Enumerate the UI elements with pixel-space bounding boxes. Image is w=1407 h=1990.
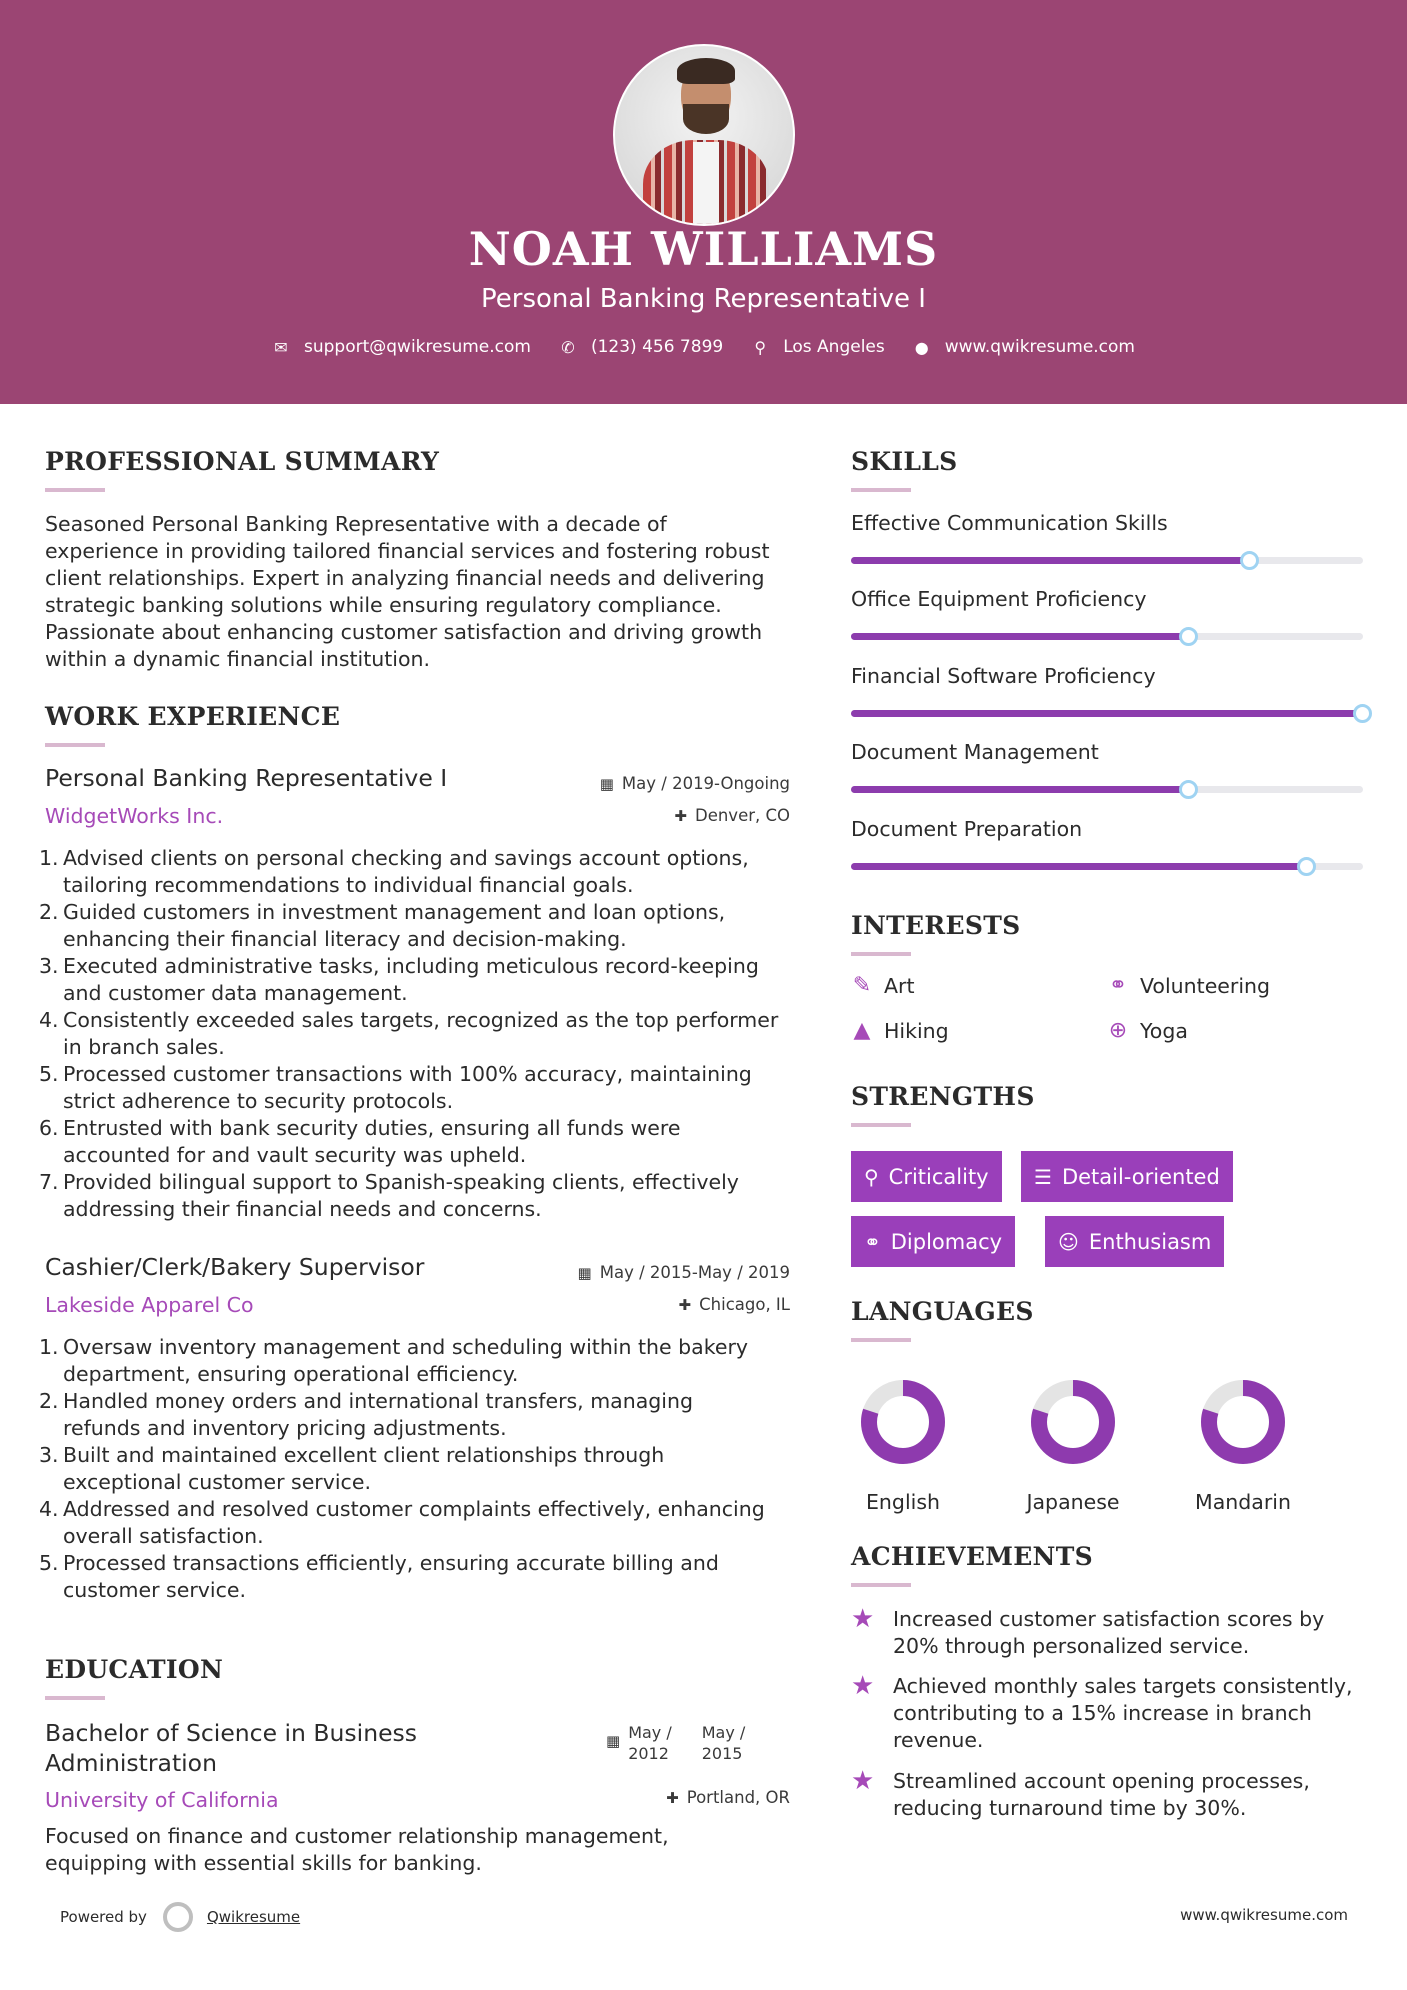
pushpin-icon: ✚ bbox=[666, 1788, 679, 1807]
job-title: Cashier/Clerk/Bakery Supervisor bbox=[45, 1253, 425, 1281]
skill-level-knob bbox=[1353, 704, 1372, 723]
language-label: English bbox=[865, 1490, 941, 1514]
list-item: 5. Processed customer transactions with 100% accuracy, maintaining strict adherence to security protocols. bbox=[39, 1062, 752, 1113]
skill-level-knob bbox=[1179, 780, 1198, 799]
pushpin-icon: ✚ bbox=[674, 806, 687, 825]
list-item: 3. Executed administrative tasks, including meticulous record-keeping and customer data management. bbox=[39, 954, 759, 1005]
language-item bbox=[1013, 1372, 1133, 1514]
pushpin-icon: ✚ bbox=[678, 1295, 692, 1314]
list-item: 3. Built and maintained excellent client relationships through exceptional customer service. bbox=[39, 1443, 665, 1494]
handshake-icon: ⚭ bbox=[864, 1229, 881, 1254]
strengths-heading: STRENGTHS bbox=[851, 1082, 1035, 1111]
qwikresume-logo-icon bbox=[163, 1902, 193, 1932]
footer-powered-by: Powered by Qwikresume bbox=[60, 1902, 300, 1932]
calendar-icon: ▦ bbox=[577, 1263, 592, 1282]
skill-level-knob bbox=[1297, 857, 1316, 876]
skill-bar bbox=[851, 557, 1363, 564]
candidate-role: Personal Banking Representative I bbox=[481, 284, 926, 314]
education-heading-underline bbox=[45, 1696, 105, 1700]
interest-art: ✎ Art bbox=[848, 973, 915, 998]
language-label: Mandarin bbox=[1195, 1490, 1291, 1514]
interests-heading-underline bbox=[851, 952, 911, 956]
list-item: 1. Oversaw inventory management and scheduling within the bakery department, ensuring operational efficiency. bbox=[39, 1335, 749, 1386]
list-item: 2. Handled money orders and international transfers, managing refunds and inventory pricing adjustments. bbox=[39, 1389, 694, 1440]
skill-label: Office Equipment Proficiency bbox=[851, 587, 1147, 611]
list-item: 4. Addressed and resolved customer complaints effectively, enhancing overall satisfaction. bbox=[39, 1497, 765, 1548]
strength-tag-diplomacy: ⚭ Diplomacy bbox=[851, 1216, 1015, 1267]
degree-title: Bachelor of Science in Business Administration bbox=[45, 1719, 418, 1777]
interest-yoga: ⊕ Yoga bbox=[1104, 1018, 1188, 1043]
interest-volunteering: ⚭ Volunteering bbox=[1104, 973, 1270, 998]
education-description: Focused on finance and customer relationship management, equipping with essential skills for banking. bbox=[45, 1824, 669, 1875]
globe-icon: ● bbox=[914, 337, 929, 357]
list-item: 2. Guided customers in investment management and loan options, enhancing their financial literacy and decision-making. bbox=[39, 900, 726, 951]
list-item: 6. Entrusted with bank security duties, ensuring all funds were accounted for and vault security was upheld. bbox=[39, 1116, 681, 1167]
achievements-heading: ACHIEVEMENTS bbox=[851, 1542, 1093, 1571]
achievement-item: ★ Increased customer satisfaction scores by 20% through personalized service. bbox=[851, 1604, 1325, 1658]
star-icon: ★ bbox=[851, 1766, 875, 1796]
education-heading: EDUCATION bbox=[45, 1655, 224, 1684]
job-location: ✚ Denver, CO bbox=[674, 806, 790, 825]
language-level-donut bbox=[1023, 1372, 1123, 1472]
contact-location: ⚲ Los Angeles bbox=[751, 337, 885, 357]
skill-bar bbox=[851, 786, 1363, 793]
skill-bar-fill bbox=[851, 786, 1189, 793]
language-label: Japanese bbox=[1026, 1490, 1120, 1514]
calendar-icon: ▦ bbox=[599, 774, 614, 793]
phone-icon: ✆ bbox=[561, 337, 575, 357]
contact-bar bbox=[0, 337, 1407, 357]
list-item: 5. Processed transactions efficiently, ensuring accurate billing and customer service. bbox=[39, 1551, 719, 1602]
job-title: Personal Banking Representative I bbox=[45, 764, 448, 792]
achievements-heading-underline bbox=[851, 1583, 911, 1587]
paintbrush-icon: ✎ bbox=[852, 973, 872, 998]
strengths-heading-underline bbox=[851, 1123, 911, 1127]
skill-bar-fill bbox=[851, 710, 1363, 717]
skill-level-knob bbox=[1240, 551, 1259, 570]
calendar-icon: ▦ bbox=[606, 1732, 621, 1750]
achievement-item: ★ Achieved monthly sales targets consistently, contributing to a 15% increase in branch revenue. bbox=[851, 1671, 1353, 1752]
company-name: WidgetWorks Inc. bbox=[45, 804, 224, 828]
contact-phone[interactable]: ✆ (123) 456 7899 bbox=[559, 337, 723, 357]
handshake-icon: ⚭ bbox=[1108, 973, 1128, 998]
school-name: University of California bbox=[45, 1788, 279, 1812]
strength-tag-criticality: ⚲ Criticality bbox=[851, 1151, 1002, 1202]
experience-heading: WORK EXPERIENCE bbox=[45, 702, 341, 731]
profile-photo bbox=[613, 44, 795, 226]
skill-label: Document Management bbox=[851, 740, 1099, 764]
skill-bar-fill bbox=[851, 863, 1307, 870]
language-level-donut bbox=[853, 1372, 953, 1472]
contact-email[interactable]: ✉ support@qwikresume.com bbox=[272, 337, 531, 357]
smile-icon: ☺ bbox=[1058, 1229, 1079, 1254]
candidate-name: NOAH WILLIAMS bbox=[468, 222, 939, 276]
list-item: 1. Advised clients on personal checking and savings account options, tailoring recommendations to individual financial goals. bbox=[39, 846, 749, 897]
skills-heading-underline bbox=[851, 488, 911, 492]
interests-heading: INTERESTS bbox=[851, 911, 1021, 940]
skills-heading: SKILLS bbox=[851, 447, 958, 476]
skill-bar-fill bbox=[851, 557, 1250, 564]
summary-heading-underline bbox=[45, 488, 105, 492]
lifebuoy-icon: ⊕ bbox=[1108, 1018, 1128, 1043]
job-date: ▦ May / 2015-May / 2019 bbox=[577, 1263, 790, 1282]
skill-level-knob bbox=[1179, 627, 1198, 646]
summary-text: Seasoned Personal Banking Representative with a decade of experience in providing tailored financial services and fostering robust client relationships. Expert in analyzing financial needs and delivering strategic banking solutions while ensuring regulatory compliance. Passionate about enhancing customer satisfaction and driving growth within a dynamic financial institution. bbox=[45, 512, 770, 671]
list-item: 7. Provided bilingual support to Spanish-speaking clients, effectively addressing their financial needs and concerns. bbox=[39, 1170, 739, 1221]
tree-icon: ▲ bbox=[853, 1018, 871, 1043]
skill-bar-fill bbox=[851, 633, 1189, 640]
list-item: 4. Consistently exceeded sales targets, recognized as the top performer in branch sales. bbox=[39, 1008, 779, 1059]
language-level-donut bbox=[1193, 1372, 1293, 1472]
languages-heading-underline bbox=[851, 1338, 911, 1342]
job-date: ▦ May / 2019-Ongoing bbox=[599, 774, 790, 793]
header-banner bbox=[0, 0, 1407, 404]
strength-tag-detail-oriented: ☰ Detail-oriented bbox=[1021, 1151, 1233, 1202]
summary-heading: PROFESSIONAL SUMMARY bbox=[45, 447, 440, 476]
job-duties-list bbox=[39, 1334, 815, 1604]
experience-heading-underline bbox=[45, 743, 105, 747]
strength-tag-enthusiasm: ☺ Enthusiasm bbox=[1045, 1216, 1224, 1267]
footer-website[interactable]: www.qwikresume.com bbox=[1180, 1906, 1348, 1924]
skill-bar bbox=[851, 710, 1363, 717]
education-dates: ▦ May / 2012 May / 2015 bbox=[606, 1723, 746, 1763]
qwikresume-link[interactable]: Qwikresume bbox=[206, 1908, 301, 1926]
company-name: Lakeside Apparel Co bbox=[45, 1293, 254, 1317]
skill-label: Document Preparation bbox=[851, 817, 1083, 841]
achievement-item: ★ Streamlined account opening processes, reducing turnaround time by 30%. bbox=[851, 1766, 1310, 1820]
location-pin-icon: ⚲ bbox=[754, 337, 767, 357]
languages-heading: LANGUAGES bbox=[851, 1297, 1034, 1326]
contact-website[interactable]: ● www.qwikresume.com bbox=[913, 337, 1135, 357]
skill-label: Effective Communication Skills bbox=[851, 511, 1168, 535]
list-icon: ☰ bbox=[1034, 1164, 1052, 1189]
education-location: ✚ Portland, OR bbox=[666, 1788, 790, 1807]
language-item bbox=[1183, 1372, 1303, 1514]
skill-bar bbox=[851, 863, 1363, 870]
star-icon: ★ bbox=[851, 1604, 875, 1634]
skill-bar bbox=[851, 633, 1363, 640]
skill-label: Financial Software Proficiency bbox=[851, 664, 1156, 688]
search-icon: ⚲ bbox=[864, 1164, 879, 1189]
job-location: ✚ Chicago, IL bbox=[678, 1295, 790, 1314]
job-duties-list bbox=[39, 845, 815, 1223]
envelope-icon: ✉ bbox=[274, 337, 288, 357]
language-item bbox=[843, 1372, 963, 1514]
interest-hiking: ▲ Hiking bbox=[848, 1018, 949, 1043]
star-icon: ★ bbox=[851, 1671, 875, 1701]
